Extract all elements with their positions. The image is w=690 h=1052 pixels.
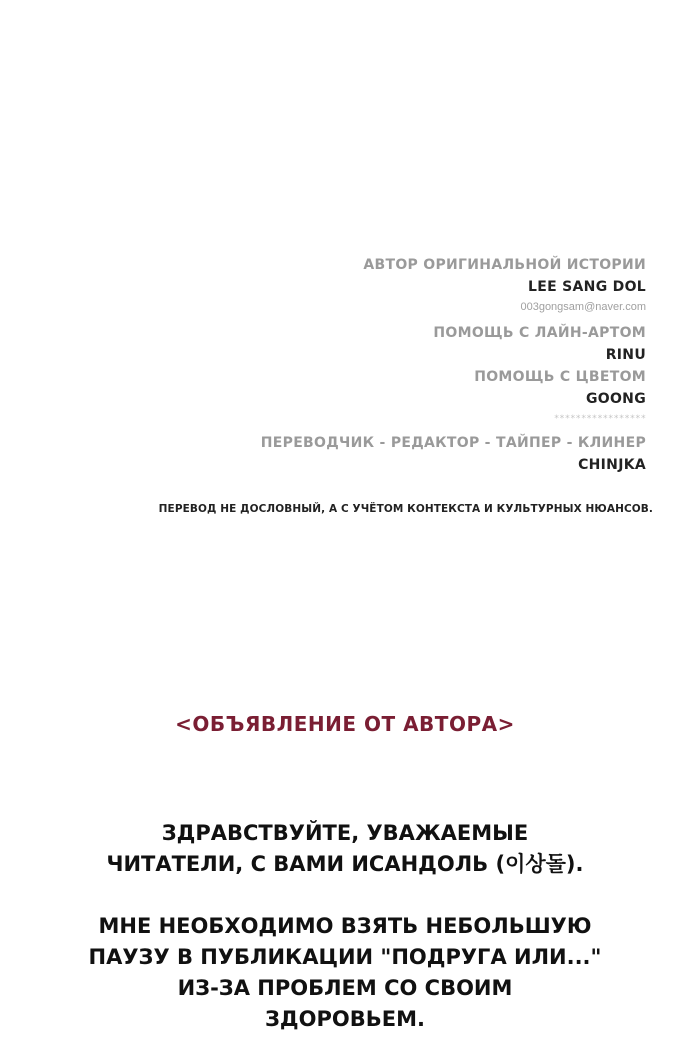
original-story-role: АВТОР ОРИГИНАЛЬНОЙ ИСТОРИИ: [363, 257, 646, 273]
announcement-line: МНЕ НЕОБХОДИМО ВЗЯТЬ НЕБОЛЬШУЮ: [98, 914, 592, 938]
lineart-name: RINU: [605, 347, 646, 363]
announcement-title: <ОБЪЯВЛЕНИЕ ОТ АВТОРА>: [175, 712, 515, 736]
announcement-paragraph: [0, 911, 690, 1035]
announcement-line: ЗДОРОВЬЕМ.: [265, 1007, 425, 1031]
announcement-body: [0, 818, 690, 1035]
translator-name: CHINJKA: [578, 457, 646, 473]
announcement-line: ПАУЗУ В ПУБЛИКАЦИИ "ПОДРУГА ИЛИ...": [88, 945, 602, 969]
announcement-line: ИЗ-ЗА ПРОБЛЕМ СО СВОИМ: [177, 976, 513, 1000]
announcement-line: ЧИТАТЕЛИ, С ВАМИ ИСАНДОЛЬ (이상돌).: [106, 852, 584, 876]
announcement-line: ЗДРАВСТВУЙТЕ, УВАЖАЕМЫЕ: [161, 821, 529, 845]
lineart-role: ПОМОЩЬ С ЛАЙН-АРТОМ: [433, 325, 646, 341]
translation-note: ПЕРЕВОД НЕ ДОСЛОВНЫЙ, А С УЧЁТОМ КОНТЕКСТА И КУЛЬТУРНЫХ НЮАНСОВ.: [158, 503, 653, 515]
translator-role: ПЕРЕВОДЧИК - РЕДАКТОР - ТАЙПЕР - КЛИНЕР: [260, 435, 646, 451]
announcement-paragraph: [0, 818, 690, 880]
color-role: ПОМОЩЬ С ЦВЕТОМ: [474, 369, 646, 385]
credits-block: [146, 256, 646, 478]
author-email: 003gongsam@naver.com: [520, 301, 646, 313]
color-name: GOONG: [585, 391, 646, 407]
separator-stars: *****************: [553, 414, 646, 424]
original-story-author: LEE SANG DOL: [528, 279, 646, 295]
